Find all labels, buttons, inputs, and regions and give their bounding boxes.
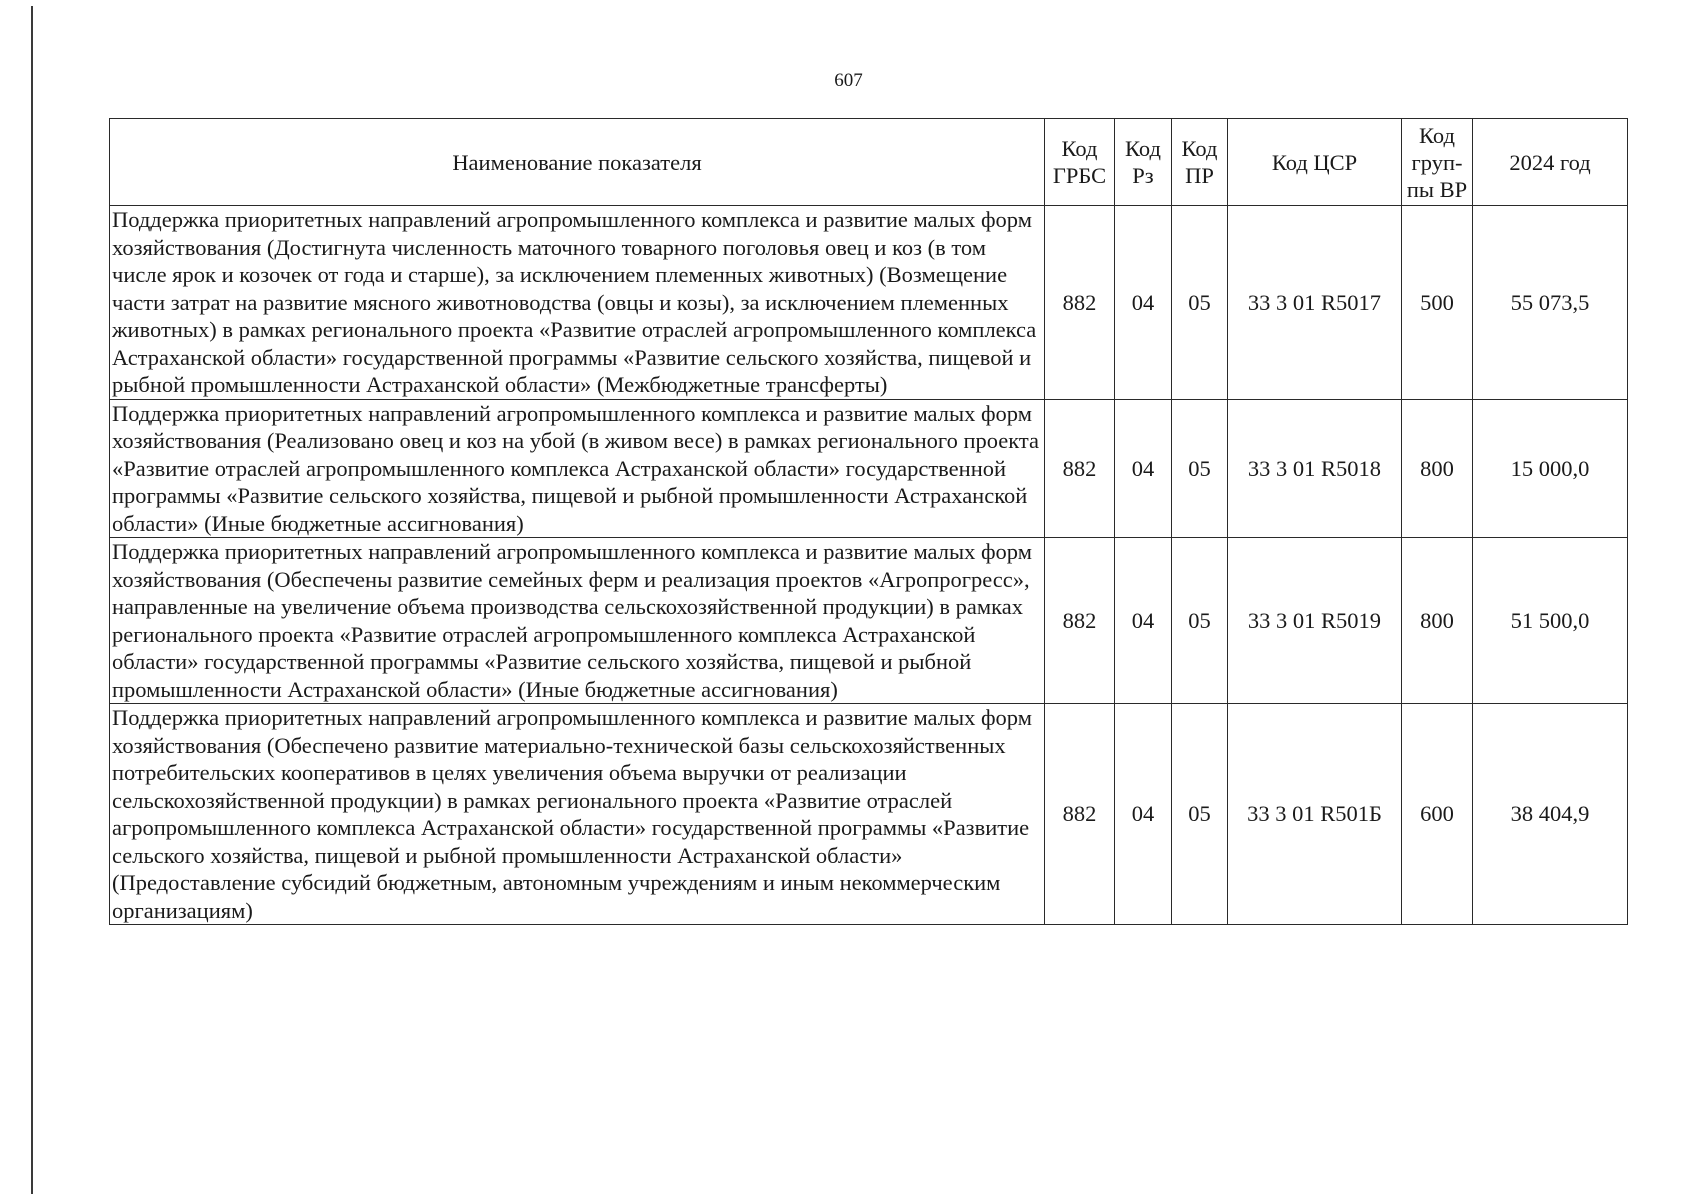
budget-table <box>109 118 1628 925</box>
cell-name: Поддержка приоритетных направлений агропромышленного комплекса и развитие малых форм хозяйствования (Реализовано овец и коз на убой (в живом весе) в рамках регионального проекта «Развитие отраслей агропромышленного комплекса Астраханской области» государственной программы «Развитие сельского хозяйства, пищевой и рыбной промышленности Астраханской области» (Иные бюджетные ассигнования) <box>110 399 1045 538</box>
header-name: Наименование показателя <box>110 119 1045 206</box>
cell-sum: 51 500,0 <box>1473 538 1628 704</box>
cell-pr: 05 <box>1172 399 1228 538</box>
table-row <box>110 704 1628 925</box>
cell-vr: 600 <box>1402 704 1473 925</box>
cell-name: Поддержка приоритетных направлений агропромышленного комплекса и развитие малых форм хозяйствования (Достигнута численность маточного товарного поголовья овец и коз (в том числе ярок и козочек от года и старше), за исключением племенных животных) (Возмещение части затрат на развитие мясного животноводства (овцы и козы), за исключением племенных животных) в рамках регионального проекта «Развитие отраслей агропромышленного комплекса Астраханской области» государственной программы «Развитие сельского хозяйства, пищевой и рыбной промышленности Астраханской области» (Межбюджетные трансферты) <box>110 206 1045 400</box>
cell-grbs: 882 <box>1045 206 1115 400</box>
cell-csr: 33 3 01 R5019 <box>1228 538 1402 704</box>
header-vr: Код груп-пы ВР <box>1402 119 1473 206</box>
cell-csr: 33 3 01 R5017 <box>1228 206 1402 400</box>
cell-grbs: 882 <box>1045 704 1115 925</box>
cell-rz: 04 <box>1115 399 1172 538</box>
cell-rz: 04 <box>1115 704 1172 925</box>
header-csr: Код ЦСР <box>1228 119 1402 206</box>
header-sum: 2024 год <box>1473 119 1628 206</box>
cell-vr: 800 <box>1402 538 1473 704</box>
header-rz: Код Рз <box>1115 119 1172 206</box>
binding-margin-line <box>31 6 33 1194</box>
cell-name: Поддержка приоритетных направлений агропромышленного комплекса и развитие малых форм хозяйствования (Обеспечено развитие материально-технической базы сельскохозяйственных потребительских кооперативов в целях увеличения объема выручки от реализации сельскохозяйственной продукции) в рамках регионального проекта «Развитие отраслей агропромышленного комплекса Астраханской области» государственной программы «Развитие сельского хозяйства, пищевой и рыбной промышленности Астраханской области» (Предоставление субсидий бюджетным, автономным учреждениям и иным некоммерческим организациям) <box>110 704 1045 925</box>
cell-sum: 38 404,9 <box>1473 704 1628 925</box>
cell-pr: 05 <box>1172 704 1228 925</box>
table-header-row <box>110 119 1628 206</box>
cell-grbs: 882 <box>1045 538 1115 704</box>
cell-pr: 05 <box>1172 206 1228 400</box>
cell-sum: 15 000,0 <box>1473 399 1628 538</box>
cell-sum: 55 073,5 <box>1473 206 1628 400</box>
table-row <box>110 538 1628 704</box>
header-grbs: Код ГРБС <box>1045 119 1115 206</box>
cell-rz: 04 <box>1115 538 1172 704</box>
cell-rz: 04 <box>1115 206 1172 400</box>
cell-name: Поддержка приоритетных направлений агропромышленного комплекса и развитие малых форм хозяйствования (Обеспечены развитие семейных ферм и реализация проектов «Агропрогресс», направленные на увеличение объема производства сельскохозяйственной продукции) в рамках регионального проекта «Развитие отраслей агропромышленного комплекса Астраханской области» государственной программы «Развитие сельского хозяйства, пищевой и рыбной промышленности Астраханской области» (Иные бюджетные ассигнования) <box>110 538 1045 704</box>
cell-grbs: 882 <box>1045 399 1115 538</box>
table-row <box>110 399 1628 538</box>
cell-vr: 500 <box>1402 206 1473 400</box>
cell-pr: 05 <box>1172 538 1228 704</box>
header-pr: Код ПР <box>1172 119 1228 206</box>
cell-csr: 33 3 01 R5018 <box>1228 399 1402 538</box>
table-row <box>110 206 1628 400</box>
page-number: 607 <box>834 70 863 91</box>
cell-csr: 33 3 01 R501Б <box>1228 704 1402 925</box>
cell-vr: 800 <box>1402 399 1473 538</box>
